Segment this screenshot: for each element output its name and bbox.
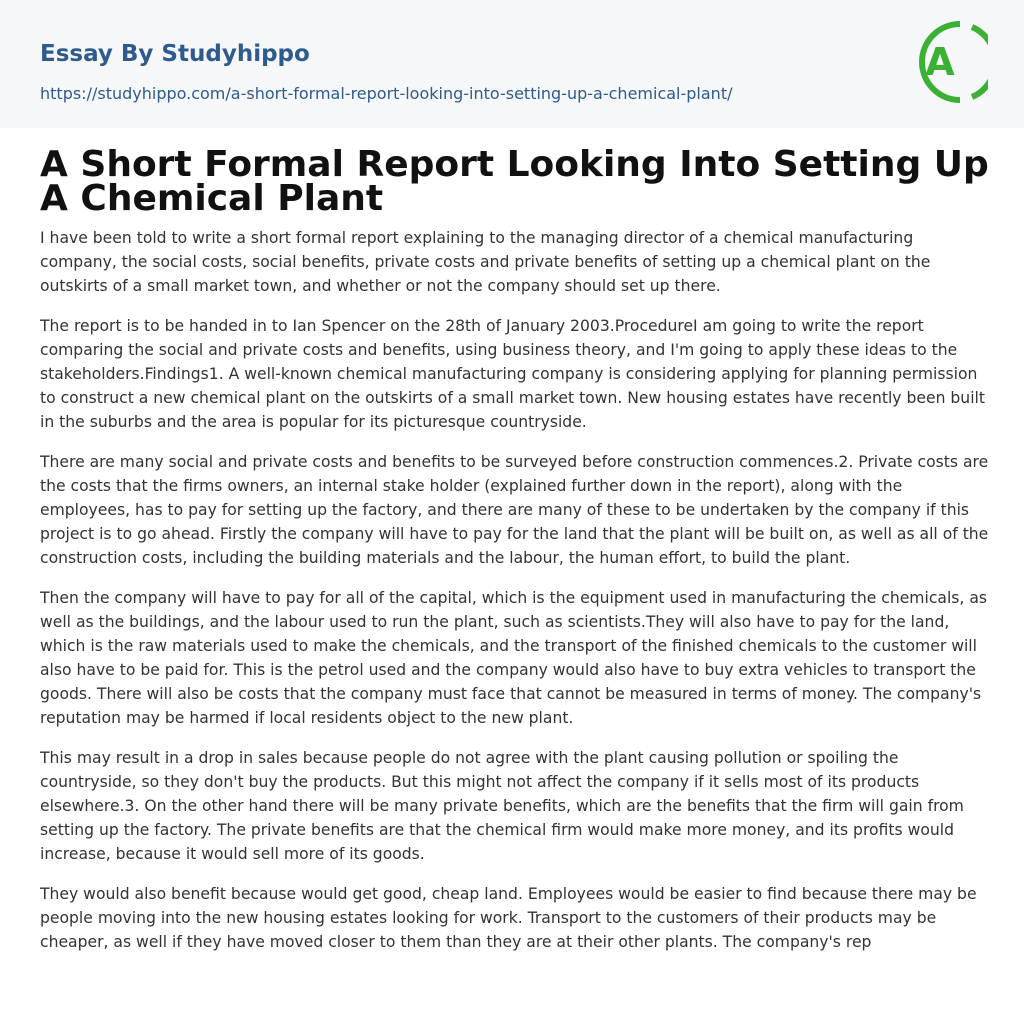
page-title: A Short Formal Report Looking Into Setting Up A Chemical Plant <box>40 144 989 219</box>
site-header <box>0 0 1024 128</box>
article-paragraph: I have been told to write a short formal report explaining to the managing director of a chemical manufacturing company, the social costs, social benefits, private costs and private benefits of setting up a chemical plant on the outskirts of a small market town, and whether or not the company should set up there. <box>40 229 931 295</box>
article-content <box>40 144 990 970</box>
logo-letter: A <box>925 40 955 84</box>
article-paragraph: There are many social and private costs and benefits to be surveyed before construction commences.2. Private costs are the costs that the firms owners, an internal stake holder (explained further down in the report), along with the employees, has to pay for setting up the factory, and there are many of these to be undertaken by the company if this project is to go ahead. Firstly the company will have to pay for the land that the plant will be built on, as well as all of the construction costs, including the building materials and the labour, the human effort, to build the plant. <box>40 453 989 567</box>
source-url-link[interactable]: https://studyhippo.com/a-short-formal-report-looking-into-setting-up-a-chemical-plant/ <box>40 84 733 103</box>
article-paragraph: The report is to be handed in to Ian Spencer on the 28th of January 2003.ProcedureI am going to write the report comparing the social and private costs and benefits, using business theory, and I'm going to apply these ideas to the stakeholders.Findings1. A well-known chemical manufacturing company is considering applying for planning permission to construct a new chemical plant on the outskirts of a small market town. New housing estates have recently been built in the suburbs and the area is popular for its picturesque countryside. <box>40 317 985 431</box>
article-paragraph: They would also benefit because would get good, cheap land. Employees would be easier to find because there may be people moving into the new housing estates looking for work. Transport to the customers of their products may be cheaper, as well if they have moved closer to them than they are at their other plants. The company's rep <box>40 885 977 951</box>
brand-title[interactable]: Essay By Studyhippo <box>40 41 310 67</box>
article-paragraph: This may result in a drop in sales because people do not agree with the plant causing pollution or spoiling the countryside, so they don't buy the products. But this might not affect the company if it sells most of its products elsewhere.3. On the other hand there will be many private benefits, which are the benefits that the firm will gain from setting up the factory. The private benefits are that the chemical firm would make more money, and its profits would increase, because it would sell more of its goods. <box>40 749 964 863</box>
article-paragraph: Then the company will have to pay for all of the capital, which is the equipment used in manufacturing the chemicals, as well as the buildings, and the labour used to run the plant, such as scientists.They will also have to pay for the land, which is the raw materials used to make the chemicals, and the transport of the finished chemicals to the customer will also have to be paid for. This is the petrol used and the company would also have to buy extra vehicles to transport the goods. There will also be costs that the company must face that cannot be measured in terms of money. The company's reputation may be harmed if local residents object to the new plant. <box>40 589 988 727</box>
studyhippo-logo-icon[interactable] <box>910 18 988 106</box>
